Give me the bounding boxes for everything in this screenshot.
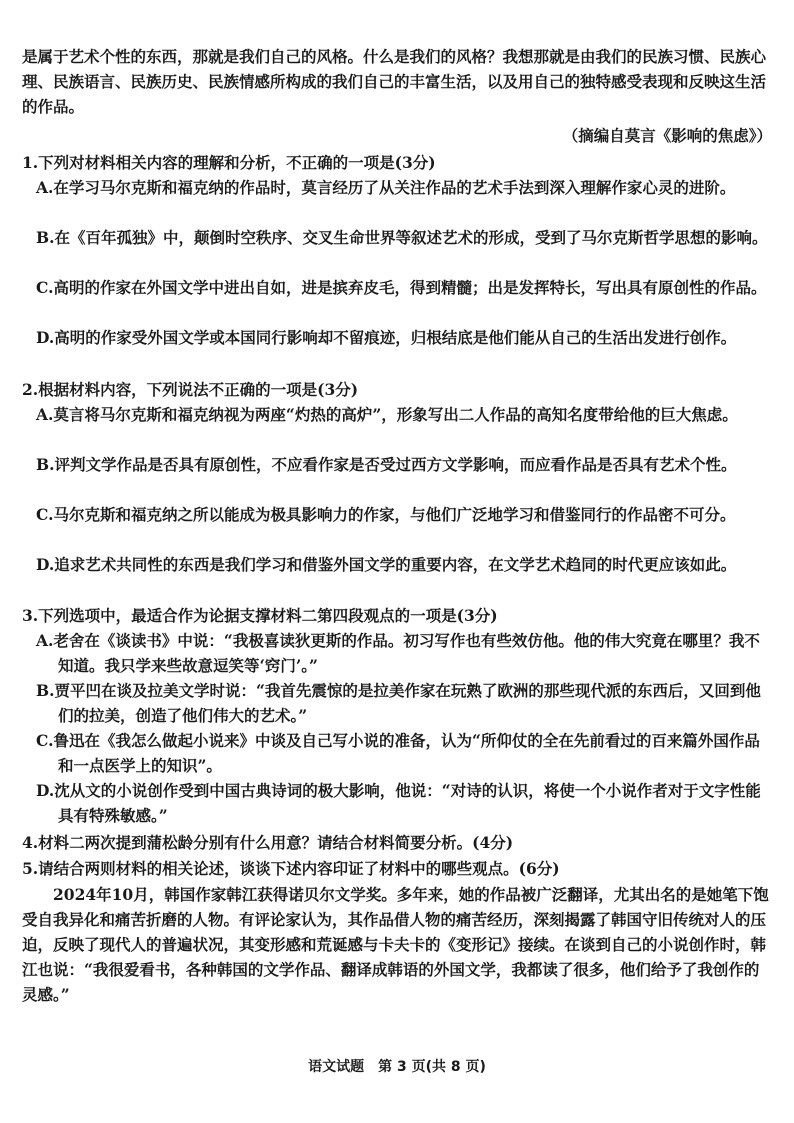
question-2-option-b: B.评判文学作品是否具有原创性，不应看作家是否受过西方文学影响，而应看作品是否具有艺术个性。 [36, 455, 737, 474]
question-1-option-a: A.在学习马尔克斯和福克纳的作品时，莫言经历了从关注作品的艺术手法到深入理解作家心灵的进阶。 [36, 178, 736, 197]
question-1-option-d: D.高明的作家受外国文学或本国同行影响却不留痕迹，归根结底是他们能从自己的生活出发进行创作。 [36, 328, 737, 347]
question-2-stem: 2.根据材料内容，下列说法不正确的一项是(3分) [22, 380, 359, 399]
question-1-option-b: B.在《百年孤独》中，颠倒时空秩序、交叉生命世界等叙述艺术的形成，受到了马尔克斯哲学思想的影响。 [36, 228, 768, 247]
page-footer: 语文试题 第 3 页(共 8 页) [308, 1059, 486, 1075]
intro-paragraph: 是属于艺术个性的东西，那就是我们自己的风格。什么是我们的风格？我想那就是由我们的民族习惯、民族心理、民族语言、民族历史、民族情感所构成的我们自己的丰富生活，以及用自己的独特感受表现和反映这生活的作品。 [22, 47, 767, 116]
question-1-stem: 1.下列对材料相关内容的理解和分析，不正确的一项是(3分) [22, 153, 436, 172]
question-3-stem: 3.下列选项中，最适合作为论据支撑材料二第四段观点的一项是(3分) [22, 606, 498, 625]
question-2-option-c: C.马尔克斯和福克纳之所以能成为极具影响力的作家，与他们广泛地学习和借鉴同行的作品密不可分。 [36, 505, 736, 524]
question-3-option-d: D.沈从文的小说创作受到中国古典诗词的极大影响，他说：“对诗的认识，将使一个小说作者对于文字性能具有特殊敏感。” [36, 781, 761, 825]
question-2-option-a: A.莫言将马尔克斯和福克纳视为两座“灼热的高炉”，形象写出二人作品的高知名度带给他的巨大焦虑。 [36, 405, 738, 424]
question-5-stem: 5.请结合两则材料的相关论述，谈谈下述内容印证了材料中的哪些观点。(6分) [22, 859, 560, 878]
question-3-option-c: C.鲁迅在《我怎么做起小说来》中谈及自己写小说的准备，认为“所仰仗的全在先前看过的百来篇外国作品和一点医学上的知识”。 [36, 731, 760, 775]
question-3-option-b: B.贾平凹在谈及拉美文学时说：“我首先震惊的是拉美作家在玩熟了欧洲的那些现代派的东西后，又回到他们的拉美，创造了他们伟大的艺术。” [36, 681, 761, 725]
source-citation: （摘编自莫言《影响的焦虑》） [562, 126, 772, 145]
question-5-material: 2024年10月，韩国作家韩江获得诺贝尔文学奖。多年来，她的作品被广泛翻译，尤其出名的是她笔下饱受自我异化和痛苦折磨的人物。有评论家认为，其作品借人物的痛苦经历，深刻揭露了韩国守旧传统对人的压迫，反映了现代人的普遍状况，其变形感和荒诞感与卡夫卡的《变形记》接续。在谈到自己的小说创作时，韩江也说：“我很爱看书，各种韩国的文学作品、翻译成韩语的外国文学，我都读了很多，他们给予了我创作的灵感。” [22, 885, 769, 1004]
question-4-stem: 4.材料二两次提到蒲松龄分别有什么用意？请结合材料简要分析。(4分) [22, 833, 514, 852]
question-2-option-d: D.追求艺术共同性的东西是我们学习和借鉴外国文学的重要内容，在文学艺术趋同的时代更应该如此。 [36, 555, 737, 574]
question-1-option-c: C.高明的作家在外国文学中进出自如，进是摈弃皮毛，得到精髓；出是发挥特长，写出具有原创性的作品。 [36, 278, 767, 297]
question-3-option-a: A.老舍在《谈读书》中说：“我极喜读狄更斯的作品。初习写作也有些效仿他。他的伟大究竟在哪里？我不知道。我只学来些故意逗笑等‘窍门’。” [36, 631, 760, 675]
